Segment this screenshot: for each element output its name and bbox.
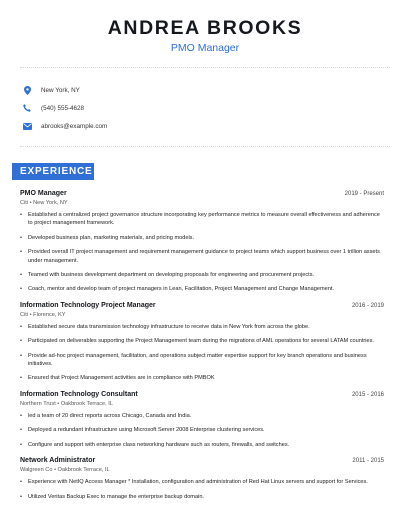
location-text: New York, NY: [41, 86, 80, 94]
experience-list: [20, 188, 384, 507]
contact-location: [22, 81, 107, 99]
job-bullet: • Teamed with business development department on developing proposals for engineering and procurement projects.: [20, 271, 384, 279]
job-bullets: [20, 478, 384, 501]
contact-phone: [22, 99, 107, 117]
job-bullet: • Coach, mentor and develop team of project managers in Lean, Facilitation, Project Management and Change Management.: [20, 285, 384, 293]
job-title: PMO Manager: [20, 190, 67, 197]
job-bullet: • Experience with NetIQ Access Manager * Installation, configuration and administration of Red Hat Linux servers and support for Services.: [20, 478, 384, 486]
job-entry: [20, 188, 384, 294]
job-bullet: • Configure and support with enterprise class networking hardware such as routers, firewalls, and switches.: [20, 441, 384, 449]
job-dates: 2015 - 2016: [351, 391, 384, 398]
job-dates: 2016 - 2019: [351, 302, 384, 309]
job-bullet: • Utilized Veritas Backup Exec to manage the enterprise backup domain.: [20, 493, 384, 501]
contact-email[interactable]: [22, 117, 107, 135]
experience-section-heading: EXPERIENCE: [12, 163, 94, 180]
job-bullet: • Deployed a redundant infrastructure using Microsoft Server 2008 Enterprise clustering services.: [20, 426, 384, 434]
job-bullet: • Provided overall IT project management and requirement management guidance to project teams which support business over 1 trillion assets under management.: [20, 248, 384, 265]
job-bullets: [20, 323, 384, 383]
job-bullet: • Provide ad-hoc project management, facilitation, and operations subject matter expertise support for key branch operations and business initiatives.: [20, 352, 384, 369]
job-bullet: • Participated on deliverables supporting the Project Management team during the migrations of AML operations for several LATAM countries.: [20, 337, 384, 345]
contact-divider: [20, 146, 390, 147]
resume-header: [0, 0, 410, 55]
contact-list: [22, 81, 107, 135]
job-title: Network Administrator: [20, 457, 96, 465]
job-company: Northern Trust • Oakbrook Terrace, IL: [20, 400, 113, 407]
job-company: Citi • New York, NY: [20, 200, 68, 206]
phone-icon: [22, 103, 32, 113]
location-pin-icon: [22, 85, 32, 95]
job-dates: 2011 - 2015: [352, 458, 384, 465]
job-title: Information Technology Consultant: [20, 390, 138, 398]
candidate-name: ANDREA BROOKS: [107, 17, 303, 39]
job-bullet: • led a team of 20 direct reports across Chicago, Canada and India.: [20, 412, 384, 420]
phone-text: (540) 555-4628: [41, 104, 85, 112]
email-link[interactable]: abrooks@example.com: [41, 122, 108, 130]
job-bullet: • Established a centralized project governance structure incorporating key performance metrics to measure overall effectiveness and adherence to project management framework.: [20, 211, 384, 228]
job-entry: [20, 455, 384, 501]
envelope-icon: [22, 121, 32, 131]
job-dates: 2019 - Present: [344, 191, 384, 197]
header-divider: [20, 67, 390, 68]
job-title: Information Technology Project Manager: [20, 301, 156, 309]
candidate-title: PMO Manager: [170, 42, 240, 54]
job-bullet: • Developed business plan, marketing materials, and pricing models.: [20, 234, 384, 242]
job-bullet: • Established secure data transmission technology infrastructure to receive data in New York from across the globe.: [20, 323, 384, 331]
job-company: Citi • Florence, KY: [20, 311, 66, 318]
job-entry: [20, 300, 384, 383]
job-bullets: [20, 211, 384, 294]
job-bullets: [20, 412, 384, 449]
job-bullet: • Ensured that Project Management activities are in compliance with PMBOK: [20, 374, 384, 382]
job-company: Walgreen Co • Oakbrook Terrace, IL: [20, 467, 110, 474]
job-entry: [20, 389, 384, 449]
